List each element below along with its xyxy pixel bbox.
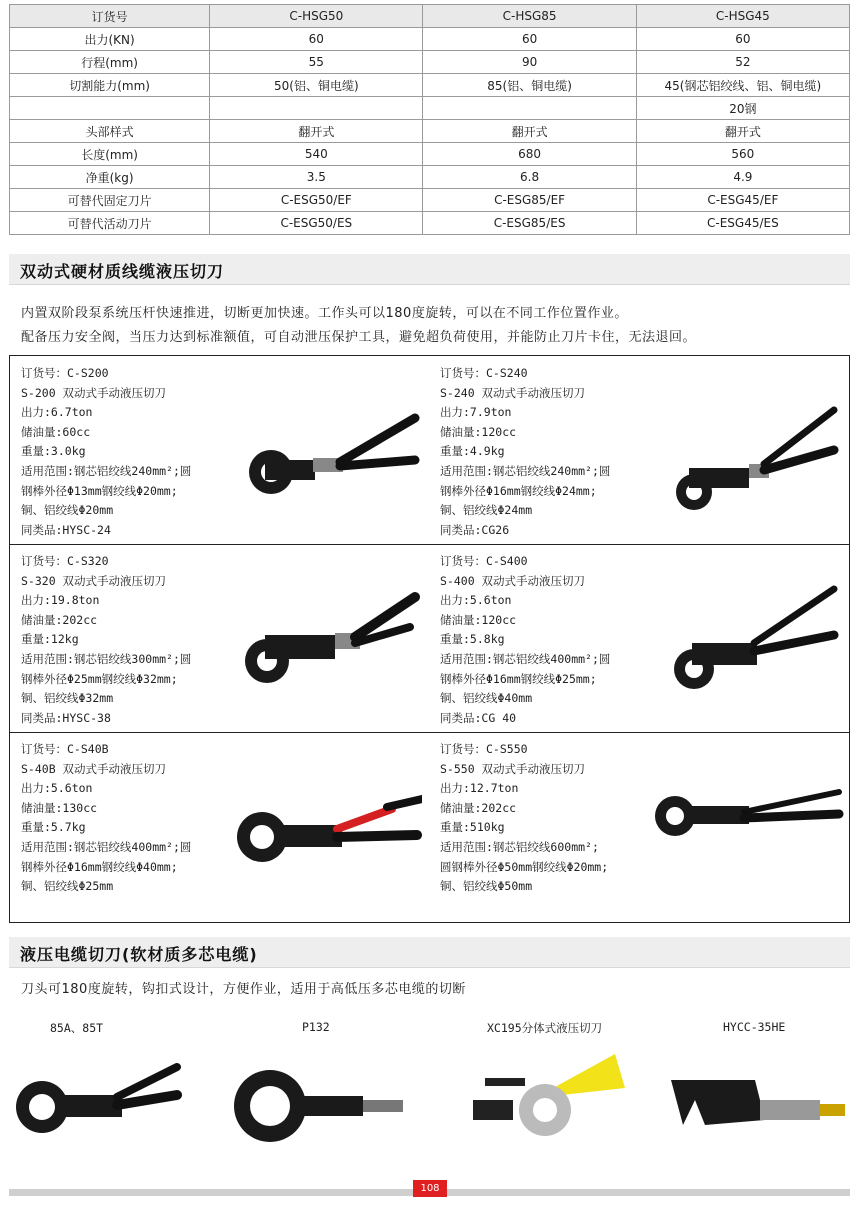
row-label: 行程(mm) (10, 51, 210, 74)
table-row (10, 189, 850, 212)
spec-line: 储油量:60cc (21, 424, 91, 439)
cutter-image (232, 777, 422, 872)
cutter-image (649, 782, 847, 852)
spec-line: 同类品:HYSC-24 (21, 522, 111, 537)
product-specs (21, 552, 191, 728)
spec-line: 出力:5.6ton (440, 593, 512, 608)
spec-line: 铜、铝绞线Φ50mm (440, 879, 533, 894)
table-cell: 85(铝、铜电缆) (423, 74, 636, 97)
cutter-image (228, 1062, 408, 1152)
spec-line: 适用范围:钢芯铝绞线300mm²;圆 (21, 651, 192, 666)
table-cell: 4.9 (636, 166, 849, 189)
row-label: 可替代活动刀片 (10, 212, 210, 235)
product-grid (9, 355, 850, 923)
spec-line: 出力:5.6ton (21, 781, 93, 796)
table-cell: C-ESG50/EF (210, 189, 423, 212)
spec-line: 重量:5.8kg (440, 632, 505, 647)
table-row (10, 120, 850, 143)
section-description: 内置双阶段泵系统压杆快速推进，切断更加快速。工作头可以180度旋转，可以在不同工作位置作业。 (21, 306, 628, 321)
spec-line: 钢棒外径Φ16mm钢绞线Φ25mm; (440, 671, 597, 686)
spec-line: 圆钢棒外径Φ50mm钢绞线Φ20mm; (440, 859, 609, 874)
row-label: 出力(KN) (10, 28, 210, 51)
spec-table (9, 4, 850, 235)
spec-line: 重量:3.0kg (21, 444, 86, 459)
spec-line: S-400 双动式手动液压切刀 (440, 573, 586, 588)
product-specs (21, 364, 191, 540)
product-specs (21, 740, 191, 897)
table-cell: 90 (423, 51, 636, 74)
spec-line: 适用范围:钢芯铝绞线600mm²; (440, 839, 599, 854)
product-card (10, 356, 429, 544)
row-label: 可替代固定刀片 (10, 189, 210, 212)
spec-line: 钢棒外径Φ16mm钢绞线Φ40mm; (21, 859, 178, 874)
spec-line: 铜、铝绞线Φ25mm (21, 879, 114, 894)
spec-line: 储油量:202cc (440, 800, 517, 815)
section-banner (9, 254, 850, 285)
spec-line: 订货号：C-S320 (21, 554, 109, 568)
table-cell: C-ESG50/ES (210, 212, 423, 235)
table-cell: C-ESG85/EF (423, 189, 636, 212)
spec-line: 钢棒外径Φ25mm钢绞线Φ32mm; (21, 671, 178, 686)
spec-line: 适用范围:钢芯铝绞线400mm²;圆 (440, 651, 611, 666)
spec-line: 钢棒外径Φ13mm钢绞线Φ20mm; (21, 483, 178, 498)
spec-line: 出力:6.7ton (21, 405, 93, 420)
table-cell: 翻开式 (210, 120, 423, 143)
table-cell: 3.5 (210, 166, 423, 189)
row-label: 长度(mm) (10, 143, 210, 166)
section-banner (9, 937, 850, 968)
table-cell: 6.8 (423, 166, 636, 189)
table-cell: 52 (636, 51, 849, 74)
table-cell: 翻开式 (636, 120, 849, 143)
spec-line: 储油量:202cc (21, 612, 98, 627)
tool-label: XC195分体式液压切刀 (487, 1021, 603, 1035)
row-label: 头部样式 (10, 120, 210, 143)
spec-line: 适用范围:钢芯铝绞线240mm²;圆 (21, 463, 192, 478)
table-cell (423, 97, 636, 120)
table-cell (210, 97, 423, 120)
product-card (429, 544, 848, 732)
table-header-row (10, 5, 850, 28)
product-card (10, 544, 429, 732)
page-number: 108 (413, 1180, 447, 1197)
row-label: 切割能力(mm) (10, 74, 210, 97)
table-row (10, 74, 850, 97)
spec-line: 出力:19.8ton (21, 593, 100, 608)
product-specs (440, 364, 610, 540)
table-cell: C-ESG45/ES (636, 212, 849, 235)
table-cell: 20钢 (636, 97, 849, 120)
table-cell: 翻开式 (423, 120, 636, 143)
spec-line: 同类品:HYSC-38 (21, 710, 111, 725)
spec-line: 订货号：C-S240 (440, 366, 528, 380)
header-cell: C-HSG45 (636, 5, 849, 28)
spec-line: 出力:12.7ton (440, 781, 519, 796)
product-card (429, 356, 848, 544)
spec-line: 订货号：C-S400 (440, 554, 528, 568)
product-row (10, 544, 849, 733)
spec-line: 重量:510kg (440, 820, 505, 835)
spec-line: 铜、铝绞线Φ32mm (21, 691, 114, 706)
cutter-image (665, 1070, 850, 1140)
spec-line: 适用范围:钢芯铝绞线240mm²;圆 (440, 463, 611, 478)
cutter-image (664, 579, 844, 699)
table-cell: 60 (210, 28, 423, 51)
section-description: 刀头可180度旋转，钩扣式设计，方便作业，适用于高低压多芯电缆的切断 (21, 982, 466, 997)
table-row (10, 28, 850, 51)
spec-line: S-320 双动式手动液压切刀 (21, 573, 167, 588)
table-cell: C-ESG45/EF (636, 189, 849, 212)
cutter-image (12, 1055, 182, 1145)
table-cell: 55 (210, 51, 423, 74)
table-row (10, 97, 850, 120)
row-label (10, 97, 210, 120)
tool-label: 85A、85T (50, 1021, 104, 1035)
spec-line: 铜、铝绞线Φ40mm (440, 691, 533, 706)
tool-label: HYCC-35HE (723, 1020, 786, 1034)
section-title: 液压电缆切刀(软材质多芯电缆) (20, 945, 258, 964)
spec-line: 订货号：C-S200 (21, 366, 109, 380)
table-cell: 560 (636, 143, 849, 166)
spec-line: 重量:4.9kg (440, 444, 505, 459)
header-cell: 订货号 (10, 5, 210, 28)
tool-label: P132 (302, 1020, 330, 1034)
product-row (10, 732, 849, 922)
spec-line: 储油量:130cc (21, 800, 98, 815)
header-cell: C-HSG50 (210, 5, 423, 28)
spec-line: S-200 双动式手动液压切刀 (21, 385, 167, 400)
spec-line: 储油量:120cc (440, 612, 517, 627)
cutter-image (235, 579, 425, 699)
spec-line: 铜、铝绞线Φ20mm (21, 503, 114, 518)
spec-line: 订货号：C-S40B (21, 742, 109, 756)
spec-line: 重量:12kg (21, 632, 79, 647)
table-cell: 680 (423, 143, 636, 166)
product-specs (440, 740, 608, 897)
table-cell: 60 (423, 28, 636, 51)
table-row (10, 212, 850, 235)
product-row (10, 356, 849, 545)
table-cell: 540 (210, 143, 423, 166)
spec-line: 适用范围:钢芯铝绞线400mm²;圆 (21, 839, 192, 854)
spec-line: 储油量:120cc (440, 424, 517, 439)
product-card (10, 732, 429, 922)
table-row (10, 143, 850, 166)
spec-line: 同类品:CG26 (440, 522, 510, 537)
spec-line: 钢棒外径Φ16mm钢绞线Φ24mm; (440, 483, 597, 498)
product-card (429, 732, 848, 922)
section-description: 配备压力安全阀，当压力达到标准额值，可自动泄压保护工具，避免超负荷使用，并能防止刀片卡住，无法退回。 (21, 330, 697, 345)
spec-line: 同类品:CG 40 (440, 710, 517, 725)
spec-line: 重量:5.7kg (21, 820, 86, 835)
table-cell: C-ESG85/ES (423, 212, 636, 235)
spec-line: S-550 双动式手动液压切刀 (440, 761, 586, 776)
row-label: 净重(kg) (10, 166, 210, 189)
spec-line: S-240 双动式手动液压切刀 (440, 385, 586, 400)
header-cell: C-HSG85 (423, 5, 636, 28)
product-specs (440, 552, 610, 728)
table-cell: 45(钢芯铝绞线、铝、铜电缆) (636, 74, 849, 97)
spec-line: 订货号：C-S550 (440, 742, 528, 756)
cutter-image (664, 398, 844, 513)
spec-line: 出力:7.9ton (440, 405, 512, 420)
section-title: 双动式硬材质线缆液压切刀 (20, 262, 225, 281)
table-row (10, 166, 850, 189)
spec-line: S-40B 双动式手动液压切刀 (21, 761, 167, 776)
table-cell: 60 (636, 28, 849, 51)
table-row (10, 51, 850, 74)
cutter-image (465, 1048, 635, 1148)
spec-line: 铜、铝绞线Φ24mm (440, 503, 533, 518)
table-cell: 50(铝、铜电缆) (210, 74, 423, 97)
cutter-image (235, 398, 425, 508)
